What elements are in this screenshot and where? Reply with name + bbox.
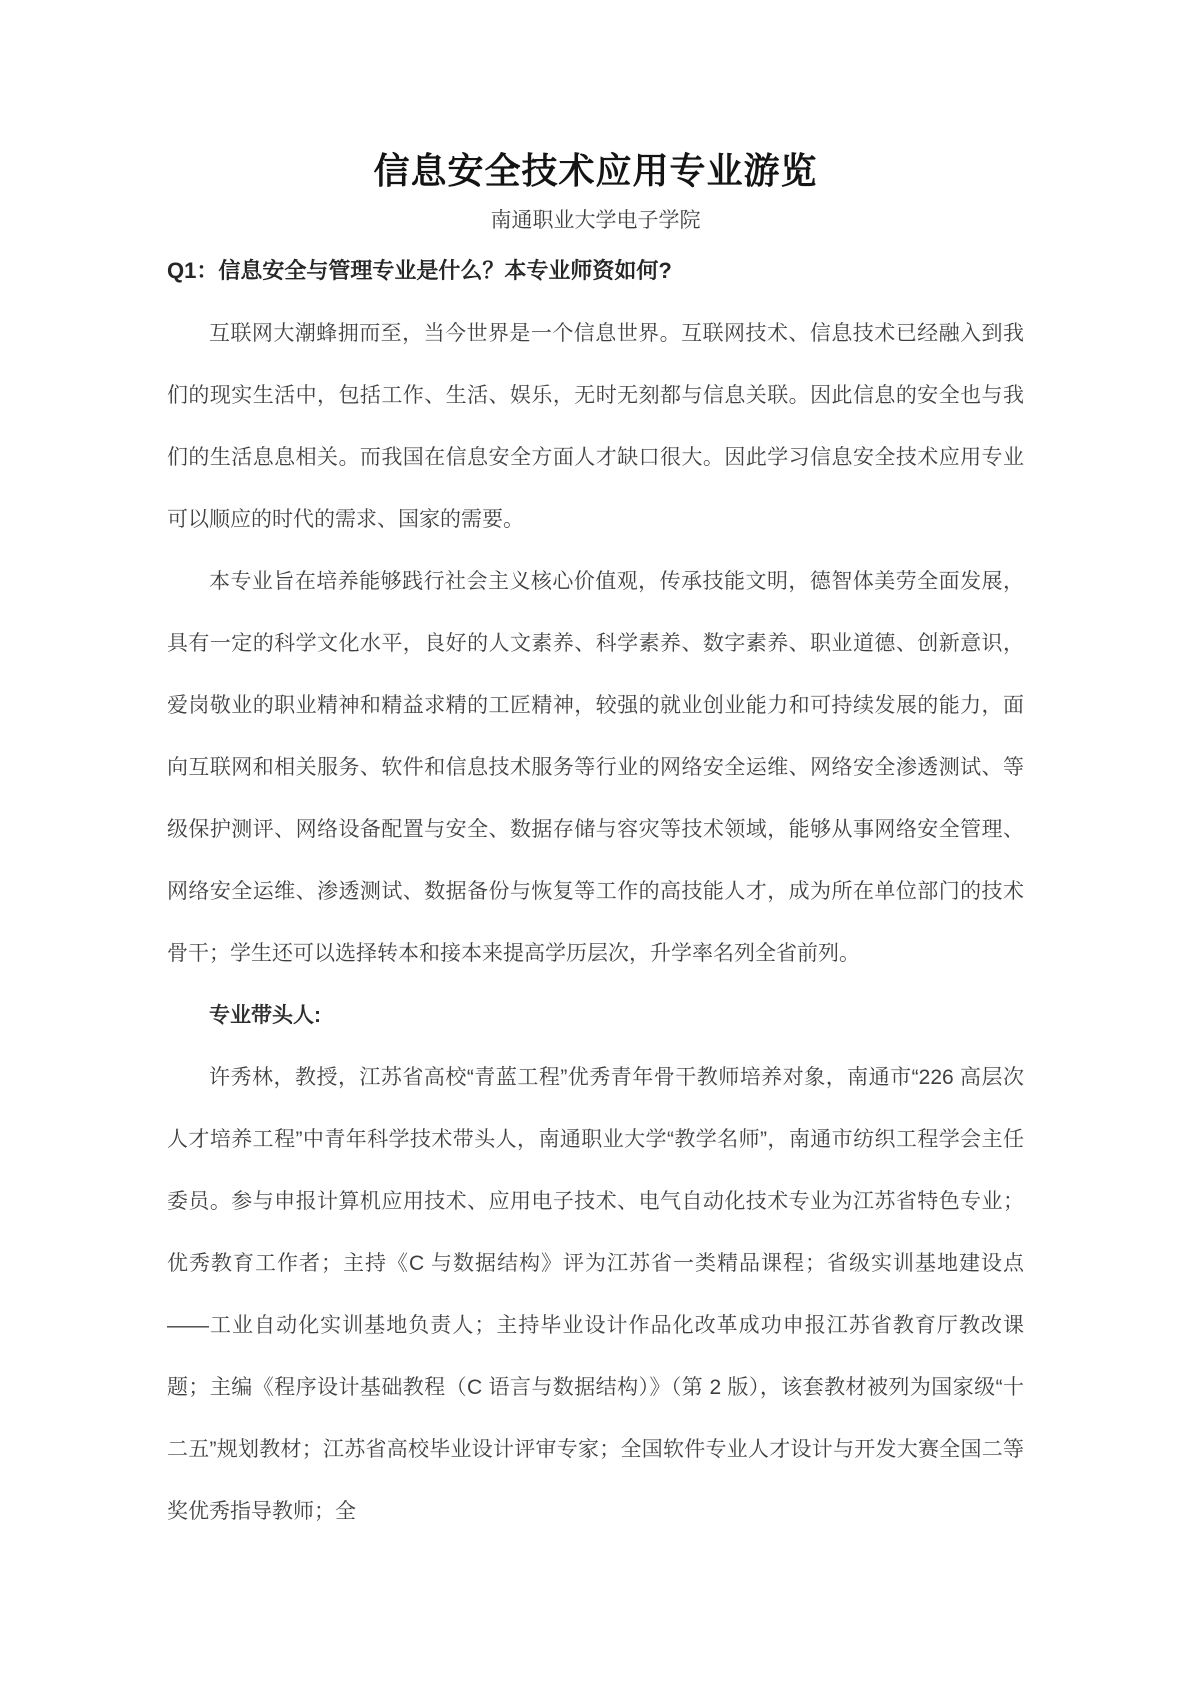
document-subtitle: 南通职业大学电子学院 <box>490 208 701 232</box>
intro-paragraph-2: 本专业旨在培养能够践行社会主义核心价值观，传承技能文明，德智体美劳全面发展，具有一定的科学文化水平，良好的人文素养、科学素养、数字素养、职业道德、创新意识，爱岗敬业的职业精神和精益求精的工匠精神，较强的就业创业能力和可持续发展的能力，面向互联网和相关服务、软件和信息技术服务等行业的网络安全运维、网络安全渗透测试、等级保护测评、网络设备配置与安全、数据存储与容灾等技术领域，能够从事网络安全管理、网络安全运维、渗透测试、数据备份与恢复等工作的高技能人才，成为所在单位部门的技术骨干；学生还可以选择转本和接本来提高学历层次，升学率名列全省前列。 <box>167 570 1024 965</box>
document-title: 信息安全技术应用专业游览 <box>373 151 818 191</box>
question-heading-q1: Q1：信息安全与管理专业是什么？本专业师资如何? <box>167 258 672 283</box>
section-subheading-leader: 专业带头人: <box>209 1004 321 1027</box>
leader-paragraph-1: 许秀林，教授，江苏省高校“青蓝工程”优秀青年骨干教师培养对象，南通市“226 高层次人才培养工程”中青年科学技术带头人，南通职业大学“教学名师”，南通市纺织工程学会主任委员。参与申报计算机应用技术、应用电子技术、电气自动化技术专业为江苏省特色专业；优秀教育工作者；主持《C 与数据结构》评为江苏省一类精品课程；省级实训基地建设点——工业自动化实训基地负责人；主持毕业设计作品化改革成功申报江苏省教育厅教改课题；主编《程序设计基础教程（C 语言与数据结构）》（第 2 版），该套教材被列为国家级“十二五”规划教材；江苏省高校毕业设计评审专家；全国软件专业人才设计与开发大赛全国二等奖优秀指导教师；全 <box>167 1066 1024 1523</box>
intro-paragraph-1: 互联网大潮蜂拥而至，当今世界是一个信息世界。互联网技术、信息技术已经融入到我们的现实生活中，包括工作、生活、娱乐，无时无刻都与信息关联。因此信息的安全也与我们的生活息息相关。而我国在信息安全方面人才缺口很大。因此学习信息安全技术应用专业可以顺应的时代的需求、国家的需要。 <box>167 322 1024 531</box>
